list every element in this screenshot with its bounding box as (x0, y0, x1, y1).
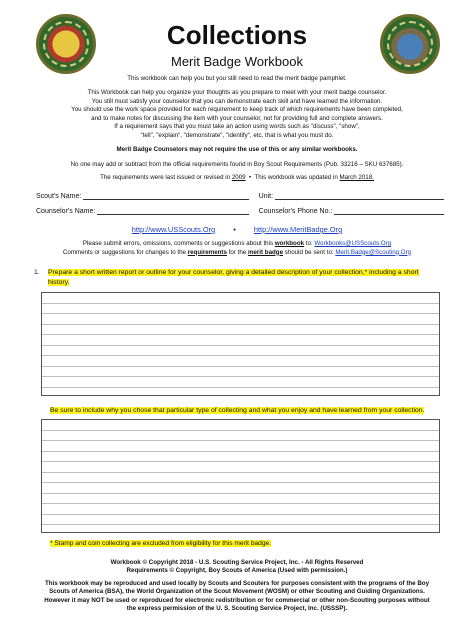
answer-box-2[interactable] (41, 419, 440, 533)
page-title: Collections (166, 20, 308, 50)
contact-info (20, 240, 454, 257)
counselor-name-input-line[interactable] (97, 207, 248, 215)
intro-para-line: You still must satisfy your counselor that you can demonstrate each skill and have learned the information. (91, 97, 383, 105)
contact-bold: requirements (187, 248, 227, 256)
no-add-note: No one may add or subtract from the official requirements found in Boy Scout Requirements (Pub. 33216 – SKU 637685). (70, 161, 404, 168)
workbooks-email-link[interactable]: Workbooks@USScouts.Org (314, 240, 392, 247)
intro-para-line: "tell", "explain", "demonstrate", "identify", etc, that is what you must do. (140, 131, 334, 139)
contact-bold: workbook (274, 240, 305, 247)
requirement-number: 1. (34, 269, 40, 276)
note-text: * Stamp and coin collecting are excluded from eligibility for this merit badge. (50, 540, 272, 547)
intro-para-line: This Workbook can help you organize your thoughts as you prepare to meet with your merit badge counselor. (87, 89, 387, 96)
stamp-coin-note (50, 540, 271, 547)
requirement-1 (34, 268, 440, 287)
contact-text: Comments or suggestions for changes to the (62, 248, 186, 256)
usage-line: This workbook may be reproduced and used locally by Scouts and Scouters for purposes consistent with the programs of the Boy (44, 579, 430, 587)
contact-text: to: (305, 240, 313, 247)
scout-name-input-line[interactable] (83, 192, 248, 200)
contact-bold: merit badge (247, 248, 284, 256)
intro-para-line: You should use the work space provided for each requirement to keep track of which requirements have been completed, (71, 106, 403, 114)
usage-line: However it may NOT be used or reproduced for electronic redistribution or for commercial or other non-Scouting purposes without (44, 596, 430, 604)
unit-field[interactable] (259, 192, 444, 200)
answer-box-1[interactable] (41, 292, 440, 396)
revision-line (20, 174, 454, 183)
name-unit-row (36, 192, 444, 200)
unit-input-line[interactable] (275, 192, 444, 200)
updated-date: March 2018. (339, 174, 374, 181)
contact-text: should be sent to: (284, 248, 334, 256)
contact-line-workbook (20, 240, 454, 249)
counselor-note: Merit Badge Counselors may not require the use of this or any similar workbooks. (116, 146, 358, 153)
copyright-line: Requirements © Copyright, Boy Scouts of America (Used with permission.) (126, 567, 348, 575)
contact-line-requirements (20, 249, 454, 258)
updated-prefix: This workbook was updated in (254, 174, 338, 181)
contact-text: Please submit errors, omissions, comments or suggestions about this (82, 240, 274, 247)
links-bullet: • (233, 225, 236, 234)
usage-line: the express permission of the U. S. Scouting Service Project, Inc. (USSSP). (126, 605, 348, 613)
followup-text: Be sure to include why you chose that particular type of collecting and what you enjoy and have learned from your collection. (50, 407, 425, 414)
requirement-followup (50, 407, 440, 414)
counselor-name-label: Counselor's Name: (36, 208, 96, 215)
page-subtitle: Merit Badge Workbook (171, 54, 303, 69)
counselor-phone-input-line[interactable] (334, 207, 444, 215)
scout-name-field[interactable] (36, 192, 249, 200)
issued-prefix: The requirements were last issued or revised in (100, 174, 231, 181)
scout-name-label: Scout's Name: (36, 193, 82, 200)
copyright-line: Workbook © Copyright 2018 - U.S. Scouting Service Project, Inc. - All Rights Reserved (110, 559, 364, 566)
usscouts-link[interactable]: http://www.USScouts.Org (131, 225, 216, 234)
requirement-text: Prepare a short written report or outline for your counselor, giving a detailed description of your collection,* including a short history. (48, 269, 419, 286)
footer (14, 559, 460, 613)
counselor-row (36, 207, 444, 215)
intro-para-line: and to make notes for discussing the item with your counselor, not for providing full and complete answers. (91, 114, 383, 122)
issued-year: 2009 (231, 174, 246, 181)
contact-text: for the (228, 248, 247, 256)
intro-para-line: If a requirement says that you must take an action using words such as "discuss", "show", (114, 123, 360, 131)
usage-line: Scouts of America (BSA), the World Organization of the Scout Movement (WOSM) or other Scouting and Guiding Organizations. (49, 588, 425, 596)
counselor-phone-label: Counselor's Phone No.: (258, 208, 333, 215)
meritbadge-link[interactable]: http://www.MeritBadge.Org (253, 225, 343, 234)
counselor-name-field[interactable] (36, 207, 249, 215)
counselor-phone-field[interactable] (259, 207, 444, 215)
intro-line: This workbook can help you but you still need to read the merit badge pamphlet. (127, 75, 347, 82)
unit-label: Unit: (258, 193, 274, 200)
site-links (0, 225, 474, 234)
revision-bullet: • (249, 174, 252, 181)
merit-badge-email-link[interactable]: Merit.Badge@Scouting.Org (335, 248, 412, 256)
intro-paragraph (20, 89, 454, 141)
